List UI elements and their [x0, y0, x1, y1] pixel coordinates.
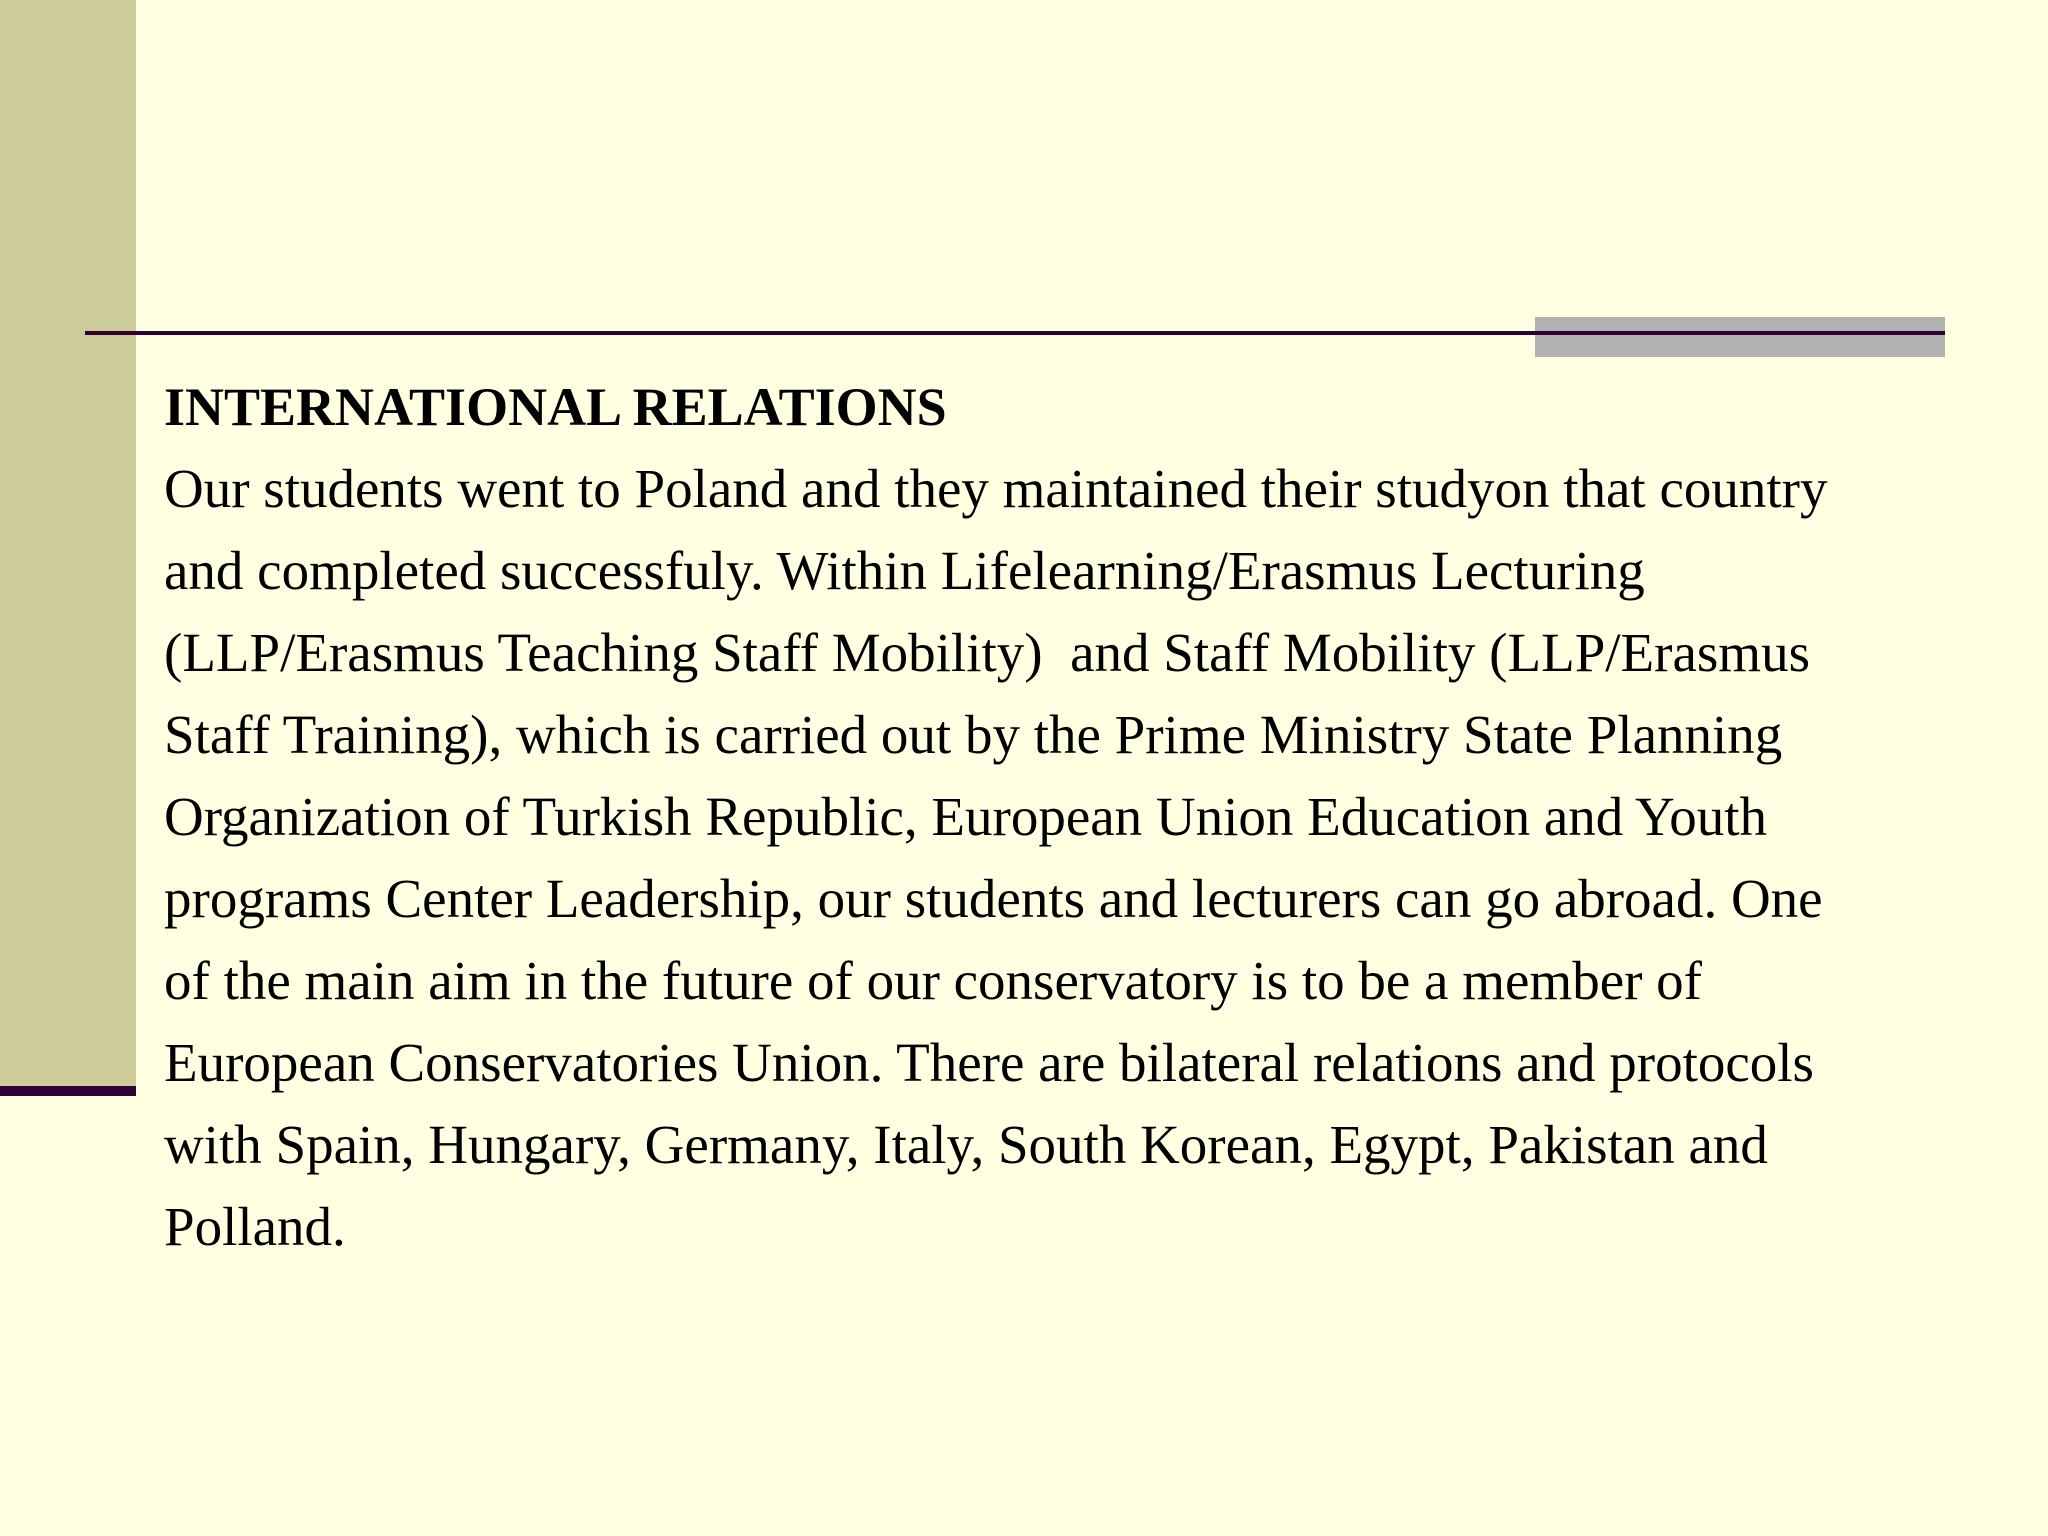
body-line: with Spain, Hungary, Germany, Italy, South Korean, Egypt, Pakistan and — [164, 1114, 1768, 1175]
body-line: and completed successfuly. Within Lifelearning/Erasmus Lecturing — [164, 540, 1645, 601]
divider-overlay — [1535, 331, 1945, 335]
slide-content — [164, 366, 1924, 1268]
body-line: Polland. — [164, 1196, 346, 1257]
body-line: (LLP/Erasmus Teaching Staff Mobility) and Staff Mobility (LLP/Erasmus — [164, 622, 1810, 683]
grey-accent-block — [1535, 317, 1945, 357]
body-line: of the main aim in the future of our conservatory is to be a member of — [164, 950, 1702, 1011]
slide-heading: INTERNATIONAL RELATIONS — [164, 377, 947, 437]
body-line: Staff Training), which is carried out by the Prime Ministry State Planning — [164, 704, 1783, 765]
left-decorative-bar — [0, 0, 136, 1092]
body-line: European Conservatories Union. There are bilateral relations and protocols — [164, 1032, 1814, 1093]
body-line: programs Center Leadership, our students and lecturers can go abroad. One — [164, 868, 1823, 929]
left-accent-line — [0, 1086, 136, 1096]
body-line: Organization of Turkish Republic, European Union Education and Youth — [164, 786, 1768, 847]
body-line: Our students went to Poland and they maintained their studyon that country — [164, 458, 1828, 519]
slide-body — [164, 448, 1924, 1268]
